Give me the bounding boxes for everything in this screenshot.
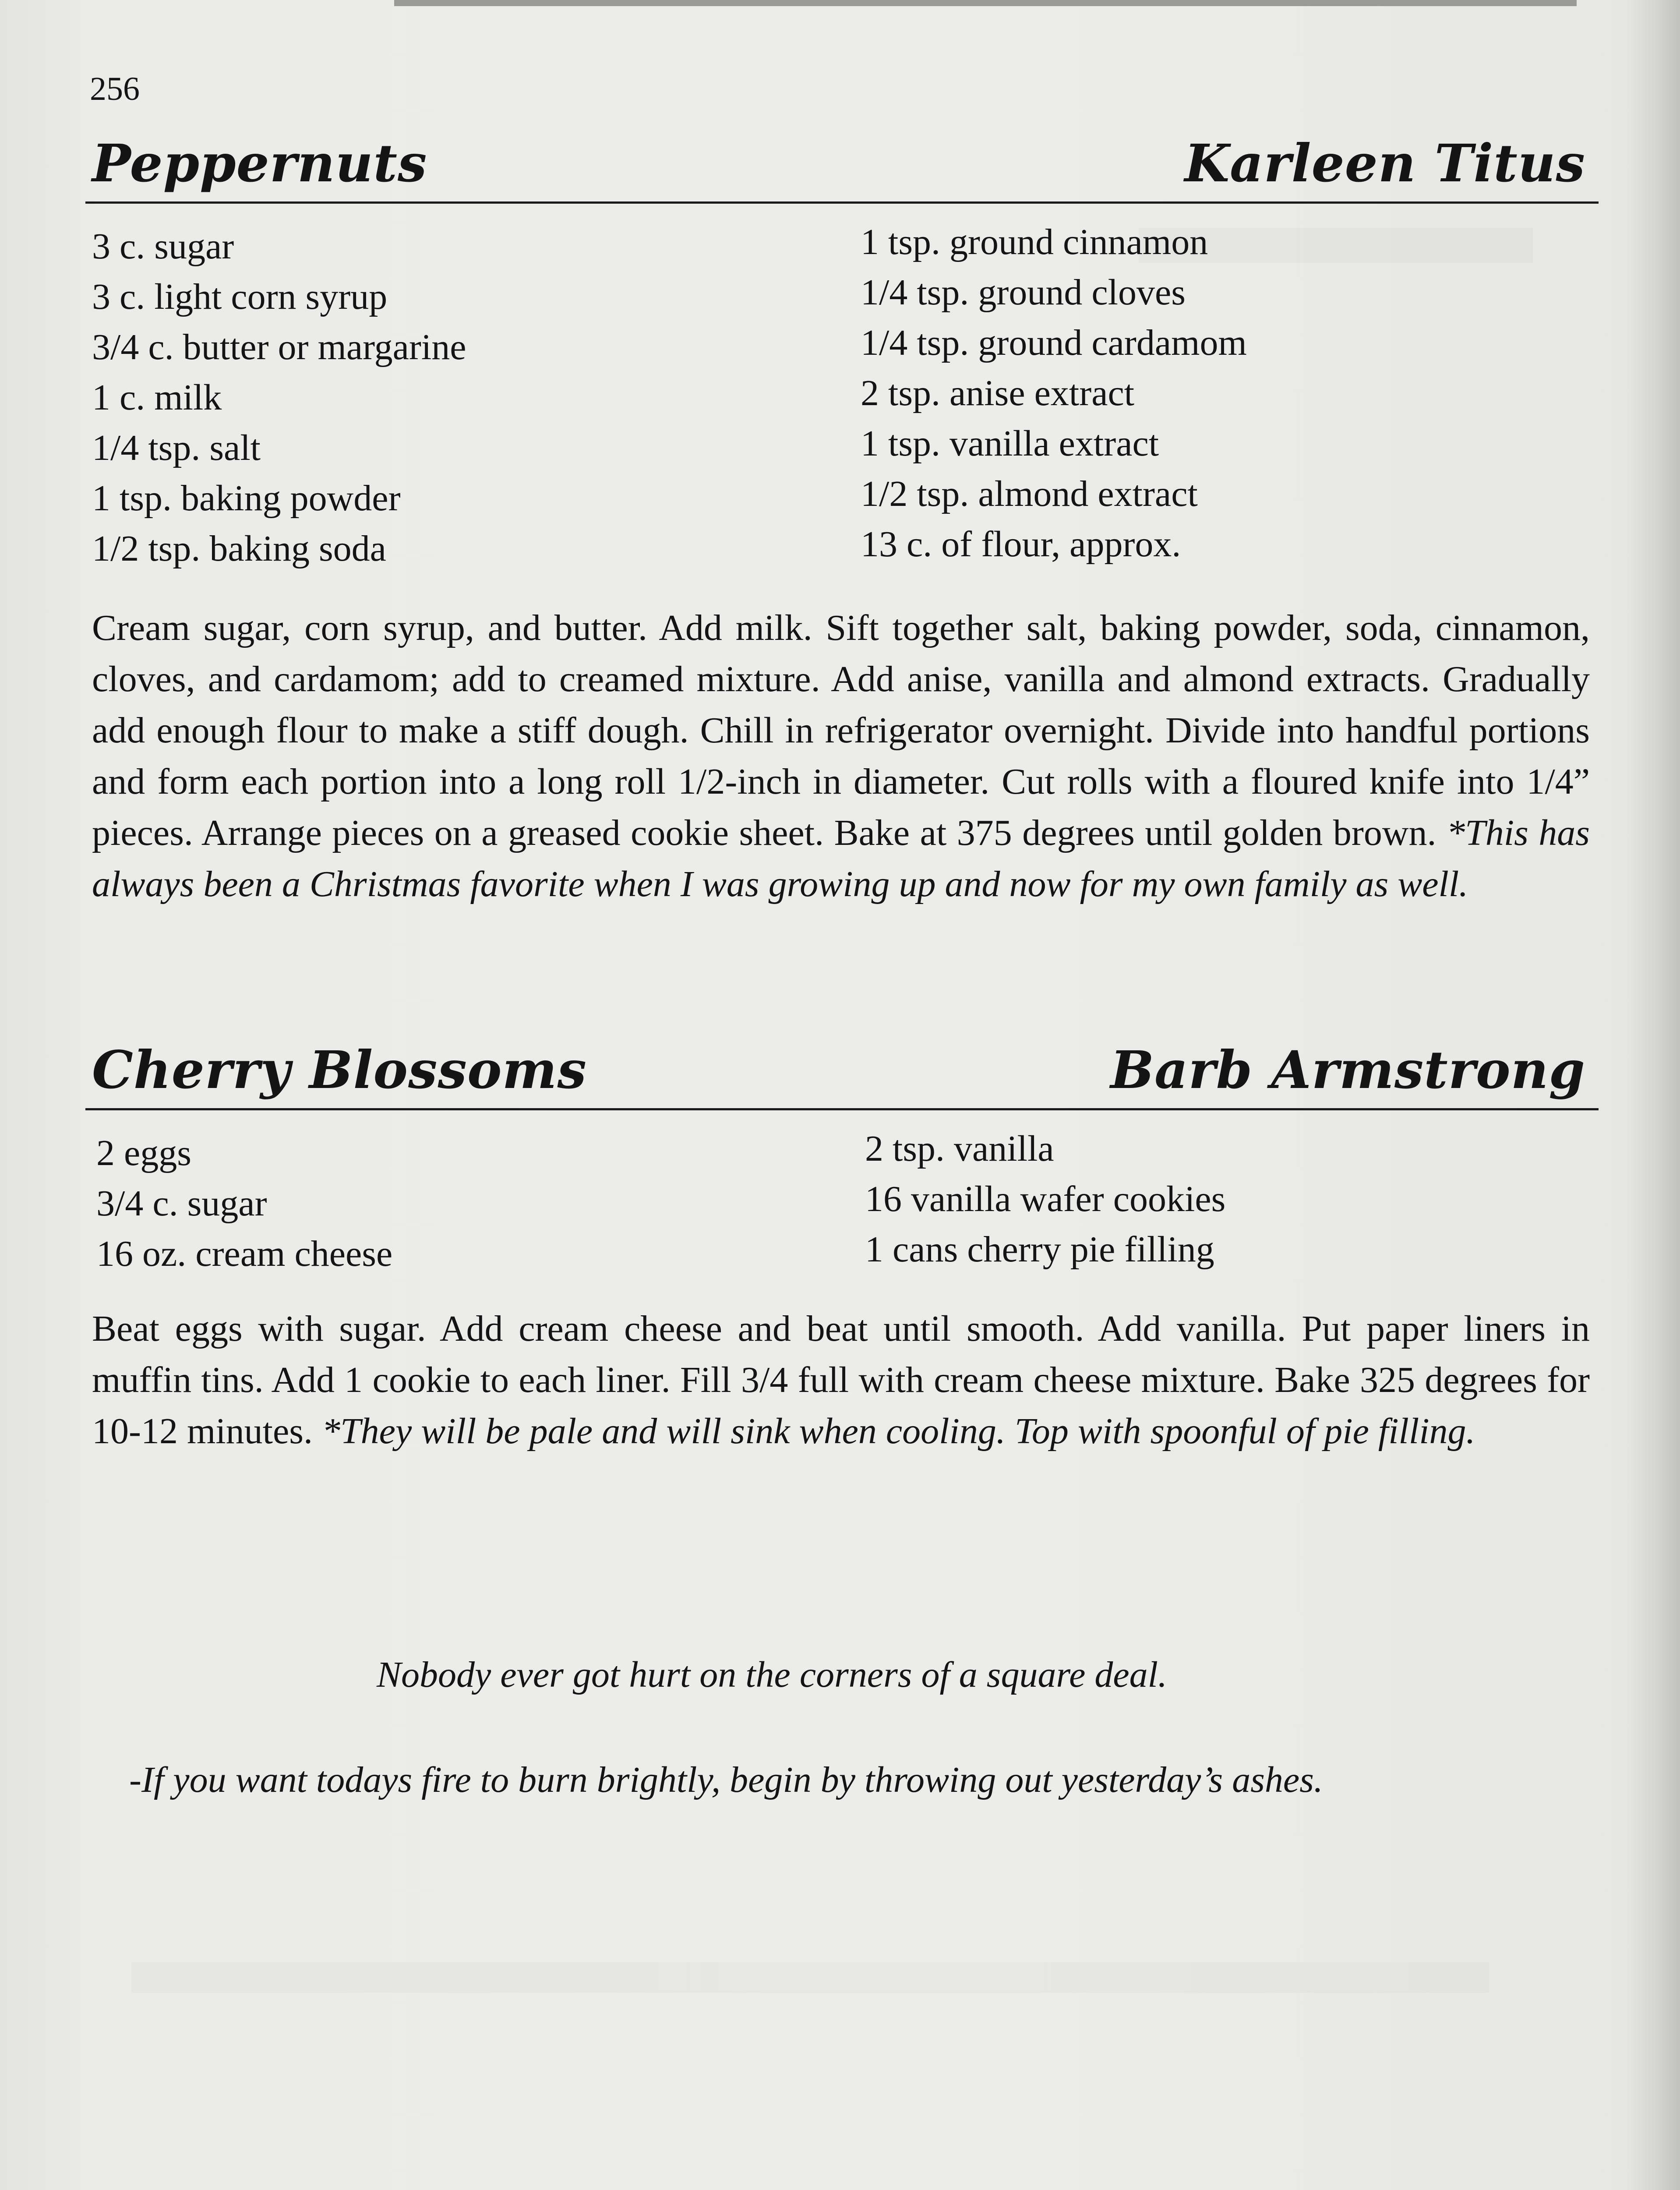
recipe-header-peppernuts xyxy=(85,127,1599,204)
ingredient-list-right xyxy=(861,217,1247,569)
ingredient: 1 tsp. vanilla extract xyxy=(861,423,1159,464)
ingredient: 1/2 tsp. almond extract xyxy=(861,473,1198,514)
directions-text: Cream sugar, corn syrup, and butter. Add milk. Sift together salt, baking powder, soda, cinnamon, cloves, and cardamom; add to creamed mixture. Add anise, vanilla and almond extracts. Gradually add enough flour to make a stiff dough. Chill in refrigerator overnight. Divide into handful portions and form each portion into a long roll 1/2-inch in diameter. Cut rolls with a floured knife into 1/4” pieces. Arrange pieces on a greased cookie sheet. Bake at 375 degrees until golden brown. xyxy=(92,608,1590,853)
quote: -If you want todays fire to burn brightly, begin by throwing out yesterday’s ashes. xyxy=(129,1759,1323,1800)
ingredient: 2 tsp. vanilla xyxy=(865,1128,1054,1169)
recipe-title: Peppernuts xyxy=(92,133,427,194)
ingredient: 1 c. milk xyxy=(92,377,222,418)
ingredient: 1/4 tsp. salt xyxy=(92,427,261,468)
recipe-note: *This has always been a Christmas favorite when I was growing up and now for my own family as well. xyxy=(92,812,1590,904)
ingredient-list-left xyxy=(96,1128,392,1279)
recipe-author: Barb Armstrong xyxy=(1110,1039,1585,1100)
ingredient: 2 eggs xyxy=(96,1133,191,1173)
ingredient: 1 tsp. baking powder xyxy=(92,478,401,519)
quote: Nobody ever got hurt on the corners of a square deal. xyxy=(377,1654,1167,1695)
ingredient: 1 cans cherry pie filling xyxy=(865,1229,1214,1270)
page-top-edge xyxy=(394,0,1577,6)
recipe-header-cherry-blossoms xyxy=(85,1034,1599,1110)
bleed-through-shadow xyxy=(131,1962,1489,1993)
ingredient-list-left xyxy=(92,221,466,574)
directions-text: Beat eggs with sugar. Add cream cheese and beat until smooth. Add vanilla. Put paper liners in muffin tins. Add 1 cookie to each liner. Fill 3/4 full with cream cheese mixture. Bake 325 degrees for 10-12 minutes. xyxy=(92,1308,1590,1452)
ingredient: 3 c. sugar xyxy=(92,226,234,267)
ingredient: 3/4 c. butter or margarine xyxy=(92,327,466,367)
ingredient: 16 vanilla wafer cookies xyxy=(865,1179,1226,1219)
page-spine-shadow xyxy=(1623,0,1680,2190)
ingredient-list-right xyxy=(865,1123,1225,1275)
ingredient: 16 oz. cream cheese xyxy=(96,1233,393,1274)
recipe-author: Karleen Titus xyxy=(1184,133,1585,194)
recipe-title: Cherry Blossoms xyxy=(92,1039,587,1100)
page-number: 256 xyxy=(90,71,140,107)
ingredient: 2 tsp. anise extract xyxy=(861,373,1135,413)
ingredient: 1/4 tsp. ground cloves xyxy=(861,272,1186,313)
ingredient: 3/4 c. sugar xyxy=(96,1183,267,1224)
recipe-note: *They will be pale and will sink when cooling. Top with spoonful of pie filling. xyxy=(321,1411,1475,1452)
recipe-directions xyxy=(92,1303,1590,1457)
ingredient: 3 c. light corn syrup xyxy=(92,276,388,317)
ingredient: 1 tsp. ground cinnamon xyxy=(861,222,1208,262)
recipe-directions xyxy=(92,602,1590,910)
ingredient: 13 c. of flour, approx. xyxy=(861,524,1181,565)
ingredient: 1/4 tsp. ground cardamom xyxy=(861,322,1247,363)
ingredient: 1/2 tsp. baking soda xyxy=(92,528,386,569)
